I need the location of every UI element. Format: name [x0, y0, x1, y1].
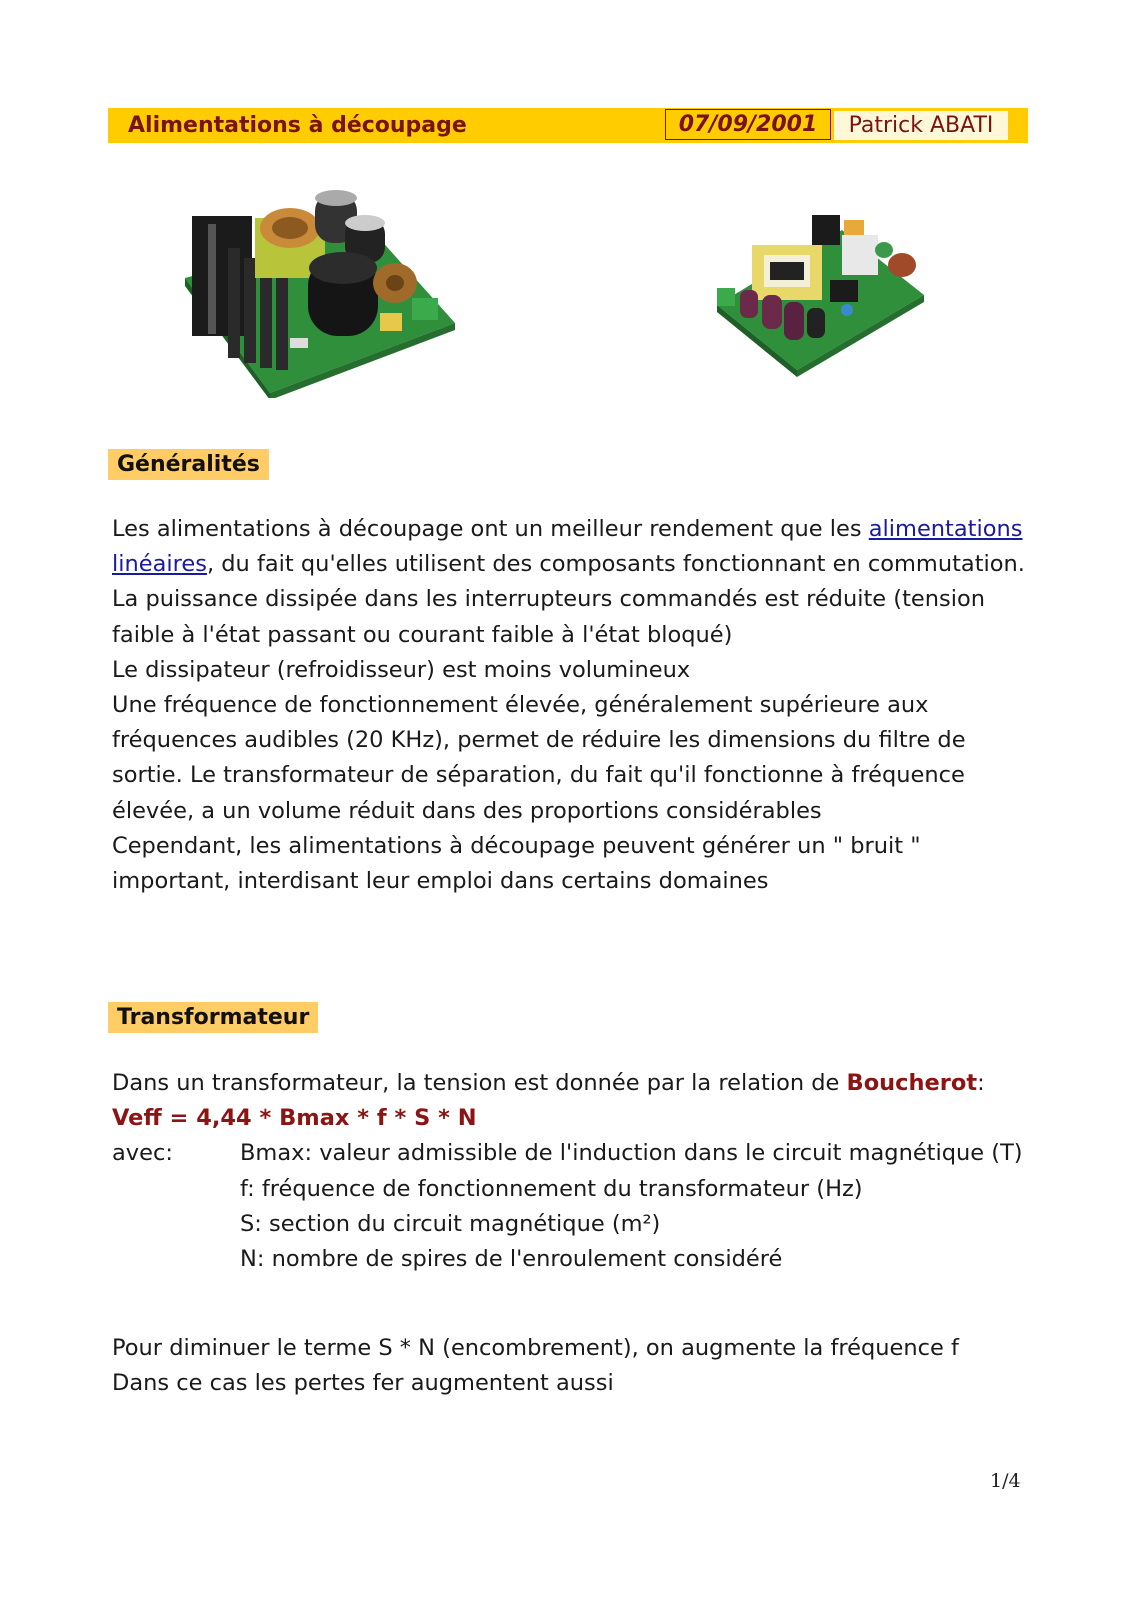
boucherot-formula: Veff = 4,44 * Bmax * f * S * N [112, 1105, 477, 1132]
document-date: 07/09/2001 [665, 109, 831, 140]
power-supply-photo-large [180, 188, 460, 398]
paragraph: Le dissipateur (refroidisseur) est moins volumineux [112, 656, 691, 683]
definition-text: Bmax: valeur admissible de l'induction dans le circuit magnétique (T) [240, 1140, 1023, 1167]
paragraph [112, 1066, 1032, 1101]
colon: : [977, 1070, 985, 1096]
document-title: Alimentations à découpage [128, 113, 467, 138]
definition-n: N: nombre de spires de l'enroulement considéré [240, 1246, 783, 1273]
paragraph: Cependant, les alimentations à découpage peuvent générer un " bruit " important, interdisant leur emploi dans certains domaines [112, 832, 921, 895]
document-author: Patrick ABATI [834, 111, 1008, 140]
power-supply-photo-small [712, 210, 927, 380]
transformateur-text [112, 1066, 1032, 1277]
section-title-transformateur: Transformateur [108, 1002, 318, 1033]
paragraph: Une fréquence de fonctionnement élevée, généralement supérieure aux fréquences audibles (20 KHz), permet de réduire les dimensions du filtre de sortie. Le transformateur de séparation, du fait qu'il fonctionne à fréquence élevée, a un volume réduit dans des proportions considérables [112, 692, 966, 824]
paragraph: Pour diminuer le terme S * N (encombrement), on augmente la fréquence f [112, 1335, 959, 1361]
definition-bmax [112, 1136, 1032, 1171]
alimentations-lineaires-link[interactable]: alimentations linéaires [112, 516, 1023, 578]
generalites-text [112, 512, 1032, 899]
avec-label: avec: [112, 1140, 173, 1167]
conclusion-text [112, 1331, 1032, 1401]
paragraph-text: , du fait qu'elles utilisent des composants fonctionnant en commutation. La puissance dissipée dans les interrupteurs commandés est réduite (tension faible à l'état passant ou courant faible à l'état bloqué) [112, 551, 1025, 648]
section-title-generalites: Généralités [108, 449, 269, 480]
document-header [108, 108, 1028, 143]
paragraph: Dans ce cas les pertes fer augmentent aussi [112, 1370, 614, 1397]
page-number: 1/4 [990, 1470, 1021, 1492]
definition-s: S: section du circuit magnétique (m²) [240, 1210, 661, 1237]
boucherot-name: Boucherot [846, 1070, 978, 1096]
paragraph-text: Dans un transformateur, la tension est donnée par la relation de [112, 1070, 847, 1096]
paragraph-text: Les alimentations à découpage ont un meilleur rendement que les [112, 516, 869, 542]
definition-f: f: fréquence de fonctionnement du transformateur (Hz) [240, 1175, 863, 1202]
paragraph [112, 512, 1032, 653]
